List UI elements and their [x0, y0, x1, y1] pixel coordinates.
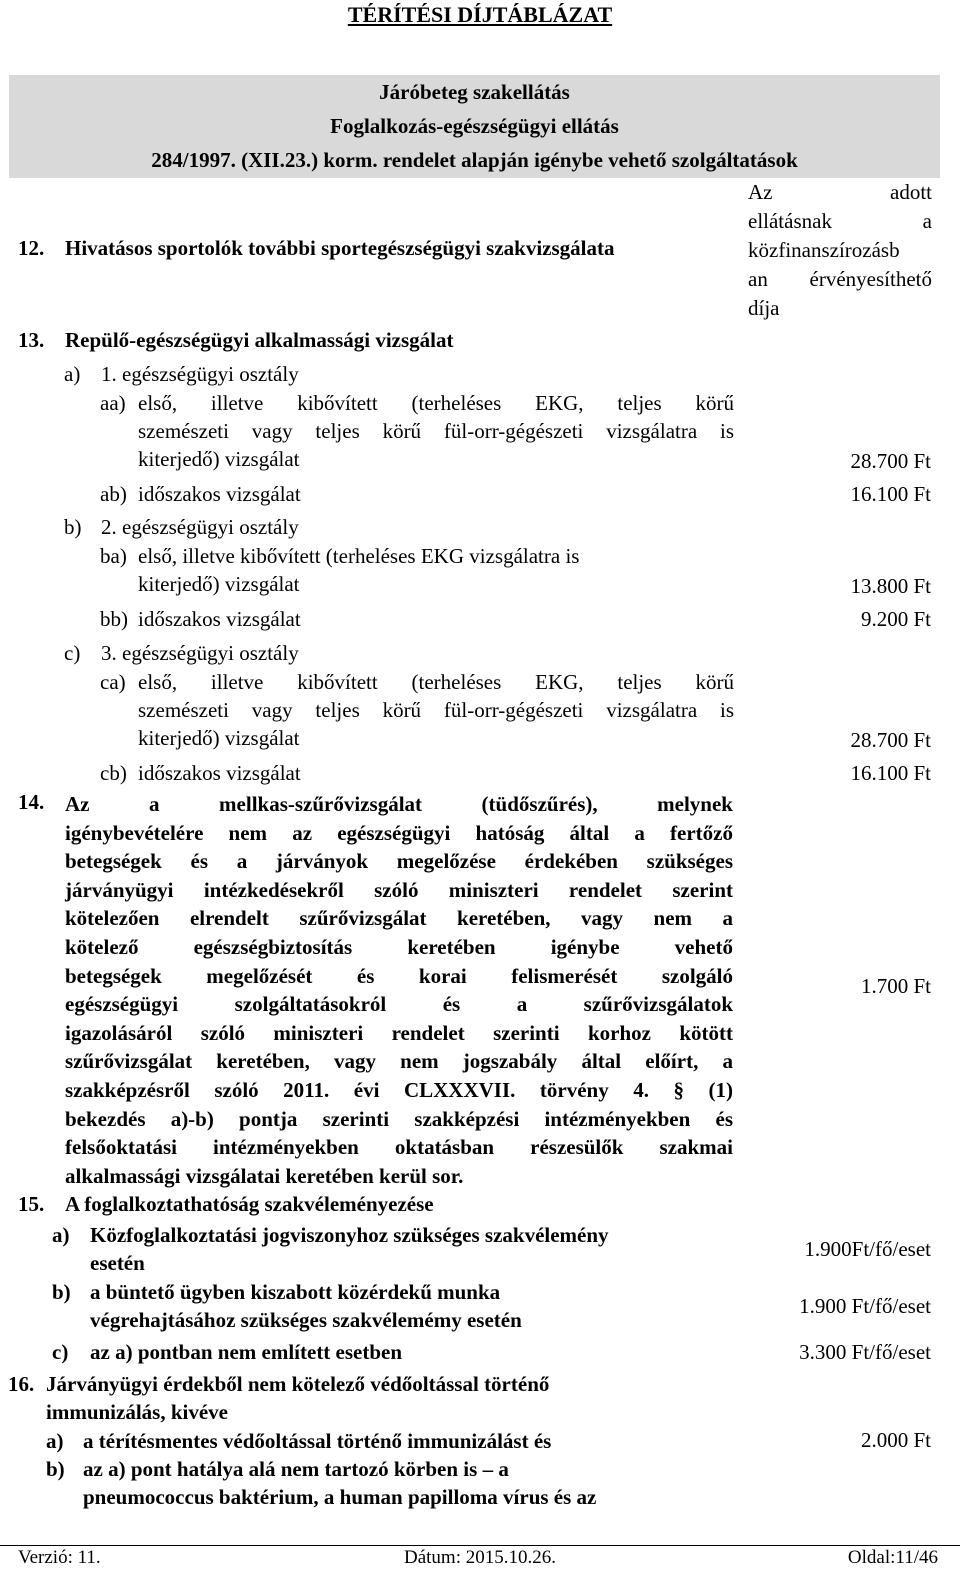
subsub-text-line: első, illetve kibővített (terheléses EKG, teljes körű	[138, 670, 734, 694]
item-16-text-line: immunizálás, kivéve	[46, 1400, 228, 1424]
sub-label: a)	[52, 1223, 70, 1247]
subsub-text-line: szemészeti vagy teljes körű fül-orr-gégészeti vizsgálatra is	[138, 419, 734, 443]
footer-version: Verzió: 11.	[18, 1547, 101, 1568]
header-word: ellátásnak	[748, 209, 832, 233]
price-value: 13.800 Ft	[850, 574, 931, 598]
paragraph-line: betegségek megelőzését és korai felismerését szolgáló	[65, 963, 733, 988]
item-13-text: Repülő-egészségügyi alkalmassági vizsgálat	[65, 328, 454, 352]
price-column-header	[748, 178, 932, 323]
sub-text: 2. egészségügyi osztály	[101, 515, 299, 539]
paragraph-line: egészségügyi szolgáltatásokról és a szűrővizsgálatok	[65, 992, 733, 1017]
item-number: 14.	[18, 790, 45, 814]
price-value: 1.900 Ft/fő/eset	[799, 1294, 931, 1318]
price-value: 1.700 Ft	[860, 974, 931, 998]
sub-text-line: Közfoglalkoztatási jogviszonyhoz szükséges szakvélemény	[90, 1223, 609, 1247]
subsub-text-line: első, illetve kibővített (terheléses EKG, teljes körű	[138, 391, 734, 415]
sub-label: a)	[64, 362, 81, 386]
subsub-text: időszakos vizsgálat	[138, 482, 301, 506]
sub-text-line: az a) pont hatálya alá nem tartozó körben is – a	[83, 1457, 509, 1481]
paragraph-line: kötelezően elrendelt szűrővizsgálat keretében, vagy nem a	[65, 906, 733, 931]
header-word: érvényesíthető	[809, 267, 932, 291]
document-title: TÉRÍTÉSI DÍJTÁBLÁZAT	[347, 2, 613, 27]
item-number: 12.	[18, 236, 45, 260]
subsub-label: ba)	[100, 544, 127, 568]
price-value: 1.900Ft/fő/eset	[804, 1237, 931, 1261]
subsub-label: aa)	[100, 391, 126, 415]
sub-label: b)	[46, 1457, 65, 1481]
sub-label: a)	[46, 1429, 64, 1453]
footer-page: Oldal:11/46	[847, 1547, 938, 1568]
price-value: 3.300 Ft/fő/eset	[799, 1340, 931, 1364]
item-number: 16.	[8, 1372, 35, 1396]
sub-text: a térítésmentes védőoltással történő immunizálást és	[83, 1429, 552, 1453]
paragraph-line: szakképzésről szóló 2011. évi CLXXXVII. törvény 4. § (1)	[65, 1077, 733, 1102]
item-number: 13.	[18, 328, 45, 352]
subsub-label: bb)	[100, 607, 128, 631]
subsub-text: időszakos vizsgálat	[138, 607, 301, 631]
header-line: közfinanszírozásb	[748, 238, 900, 262]
banner-line-2: Foglalkozás-egészségügyi ellátás	[330, 114, 619, 138]
paragraph-line: igazolásáról szóló miniszteri rendelet szerinti korhoz kötött	[65, 1020, 733, 1045]
price-value: 16.100 Ft	[850, 761, 931, 785]
footer-date: Dátum: 2015.10.26.	[404, 1547, 556, 1568]
paragraph-line: kötelező egészségbiztosítás keretében igénybe vehető	[65, 934, 733, 959]
sub-text-line: pneumococcus baktérium, a human papilloma vírus és az	[83, 1485, 597, 1509]
footer-divider	[0, 1545, 960, 1546]
subsub-text-line: kiterjedő) vizsgálat	[138, 447, 300, 471]
item-15-text: A foglalkoztathatóság szakvéleményezése	[65, 1192, 434, 1216]
paragraph-line: szűrővizsgálat keretében, vagy nem jogszabály által előírt, a	[65, 1049, 733, 1074]
subsub-text-line: kiterjedő) vizsgálat	[138, 726, 300, 750]
paragraph-line: alkalmassági vizsgálatai keretében kerül sor.	[65, 1163, 464, 1188]
banner-line-1: Járóbeteg szakellátás	[379, 80, 570, 104]
paragraph-line: igénybevételére nem az egészségügyi hatóság által a fertőző	[65, 820, 733, 845]
sub-label: c)	[64, 641, 81, 665]
subsub-text-line: szemészeti vagy teljes körű fül-orr-gégészeti vizsgálatra is	[138, 698, 734, 722]
header-word: a	[922, 209, 932, 233]
sub-label: c)	[52, 1340, 69, 1364]
sub-label: b)	[52, 1280, 71, 1304]
item-16-text-line: Járványügyi érdekből nem kötelező védőoltással történő	[46, 1372, 550, 1396]
paragraph-line: betegségek és a járványok megelőzése érdekében szükséges	[65, 849, 733, 874]
sub-text: 3. egészségügyi osztály	[101, 641, 299, 665]
subsub-label: ca)	[100, 670, 126, 694]
price-value: 28.700 Ft	[850, 728, 931, 752]
header-word: Az	[748, 180, 773, 204]
subsub-text-line: kiterjedő) vizsgálat	[138, 572, 300, 596]
item-12-text: Hivatásos sportolók további sportegészségügyi szakvizsgálata	[65, 236, 615, 260]
banner-line-3: 284/1997. (XII.23.) korm. rendelet alapján igénybe vehető szolgáltatások	[151, 148, 798, 172]
subsub-text: időszakos vizsgálat	[138, 761, 301, 785]
sub-text-line: a büntető ügyben kiszabott közérdekű munka	[90, 1280, 501, 1304]
price-value: 16.100 Ft	[850, 482, 931, 506]
paragraph-line: járványügyi intézkedésekről szóló miniszteri rendelet szerint	[65, 877, 733, 902]
item-14-paragraph	[65, 790, 733, 1190]
section-banner	[9, 75, 940, 178]
sub-text: 1. egészségügyi osztály	[101, 362, 299, 386]
header-word: adott	[890, 180, 932, 204]
sub-text-line: esetén	[90, 1251, 145, 1275]
paragraph-line: felsőoktatási intézményekben oktatásban részesülők szakmai	[65, 1135, 733, 1160]
price-value: 2.000 Ft	[860, 1428, 931, 1452]
price-value: 9.200 Ft	[860, 607, 931, 631]
sub-text-line: végrehajtásához szükséges szakvélemémy esetén	[90, 1308, 522, 1332]
header-line: díja	[748, 296, 780, 320]
paragraph-line: Az a mellkas-szűrővizsgálat (tüdőszűrés), melynek	[65, 792, 733, 816]
sub-label: b)	[64, 515, 82, 539]
price-value: 28.700 Ft	[850, 449, 931, 473]
subsub-text-line: első, illetve kibővített (terheléses EKG vizsgálatra is	[138, 544, 580, 568]
sub-text: az a) pontban nem említett esetben	[90, 1340, 403, 1364]
item-number: 15.	[18, 1192, 45, 1216]
subsub-label: cb)	[100, 761, 127, 785]
subsub-label: ab)	[100, 482, 127, 506]
paragraph-line: bekezdés a)-b) pontja szerinti szakképzési intézményekben és	[65, 1106, 733, 1131]
header-word: an	[748, 267, 768, 291]
